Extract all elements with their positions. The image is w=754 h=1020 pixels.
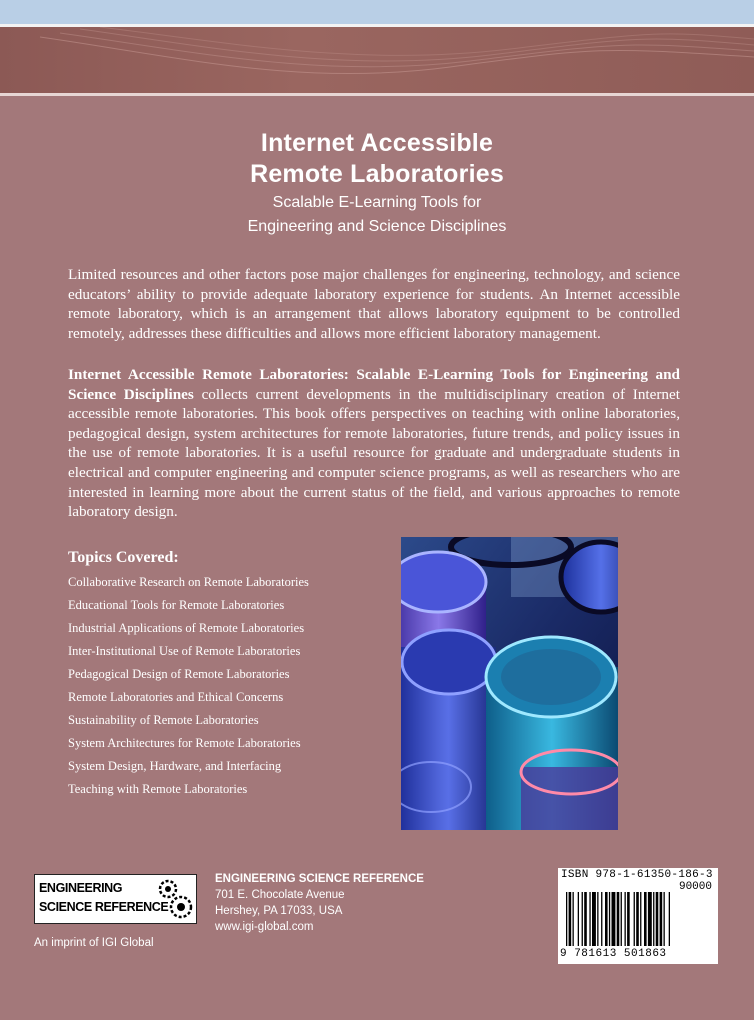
- publisher-address-1: 701 E. Chocolate Avenue: [215, 889, 345, 901]
- topics-heading: Topics Covered:: [68, 549, 179, 566]
- topic-item: Teaching with Remote Laboratories: [68, 782, 248, 796]
- description-paragraph-1: Limited resources and other factors pose major challenges for engineering, technology, and science educators’ ability to provide adequate laboratory experience for students. An Internet accessible remote laboratory, which is an arrangement that allows laboratory equipment to be controlled remotely, addresses these difficulties and allows more efficient laboratory management.: [68, 266, 680, 342]
- topic-item: System Architectures for Remote Laboratories: [68, 736, 301, 750]
- topic-item: System Design, Hardware, and Interfacing: [68, 759, 282, 773]
- paragraph-2-body: collects current developments in the multidisciplinary creation of Internet accessible remote laboratories. This book offers perspectives on teaching with online laboratories, pedagogical design, system architectures for remote laboratories, future trends, and policy issues in the use of remote laboratories. It is a useful resource for graduate and undergraduate students in electrical and computer engineering and computer science programs, as well as researchers who are interested in learning more about the current status of the field, and various approaches to remote laboratory design.: [68, 385, 680, 521]
- book-title-line-1: Internet Accessible: [260, 129, 494, 157]
- topics-list: [68, 571, 398, 801]
- isbn-barcode: [558, 868, 718, 964]
- publisher-info: [215, 871, 424, 935]
- top-color-strip: [0, 0, 754, 24]
- gears-icon: [154, 877, 194, 921]
- book-subtitle-line-1: Scalable E-Learning Tools for: [272, 194, 482, 211]
- barcode-digits: 9 781613 501863: [560, 948, 667, 960]
- topic-item: Collaborative Research on Remote Laboratories: [68, 575, 309, 589]
- description-paragraph-2: [68, 365, 680, 522]
- topic-item: Sustainability of Remote Laboratories: [68, 713, 259, 727]
- topic-item: Educational Tools for Remote Laboratories: [68, 598, 285, 612]
- topic-item: Remote Laboratories and Ethical Concerns: [68, 690, 284, 704]
- book-title-line-2: Remote Laboratories: [250, 160, 504, 188]
- topic-item: Inter-Institutional Use of Remote Laboratories: [68, 644, 301, 658]
- topic-item: Pedagogical Design of Remote Laboratories: [68, 667, 290, 681]
- barcode-bars: [558, 892, 718, 948]
- publisher-logo: [34, 874, 197, 924]
- publisher-website: www.igi-global.com: [215, 921, 314, 933]
- logo-text-line-2: SCIENCE REFERENCE: [39, 900, 169, 914]
- paragraph-2-bold-title: Internet Accessible Remote Laboratories: Scalable E-Learning Tools for Engineering and Science Disciplines: [68, 366, 680, 403]
- header-band: [0, 27, 754, 93]
- test-tubes-photo: [401, 537, 618, 830]
- header-swoosh-decoration: [0, 27, 754, 93]
- price-code: 90000: [678, 881, 712, 893]
- publisher-name: ENGINEERING SCIENCE REFERENCE: [215, 873, 424, 885]
- topic-item: Industrial Applications of Remote Laboratories: [68, 621, 305, 635]
- imprint-text: An imprint of IGI Global: [34, 937, 154, 949]
- publisher-address-2: Hershey, PA 17033, USA: [215, 905, 343, 917]
- isbn-text: ISBN 978-1-61350-186-3: [561, 869, 713, 881]
- book-subtitle-line-2: Engineering and Science Disciplines: [247, 218, 507, 235]
- topics-covered-section: [68, 547, 398, 801]
- logo-text-line-1: ENGINEERING: [39, 881, 123, 895]
- title-block: [0, 128, 754, 238]
- header-band-bottom-line: [0, 93, 754, 96]
